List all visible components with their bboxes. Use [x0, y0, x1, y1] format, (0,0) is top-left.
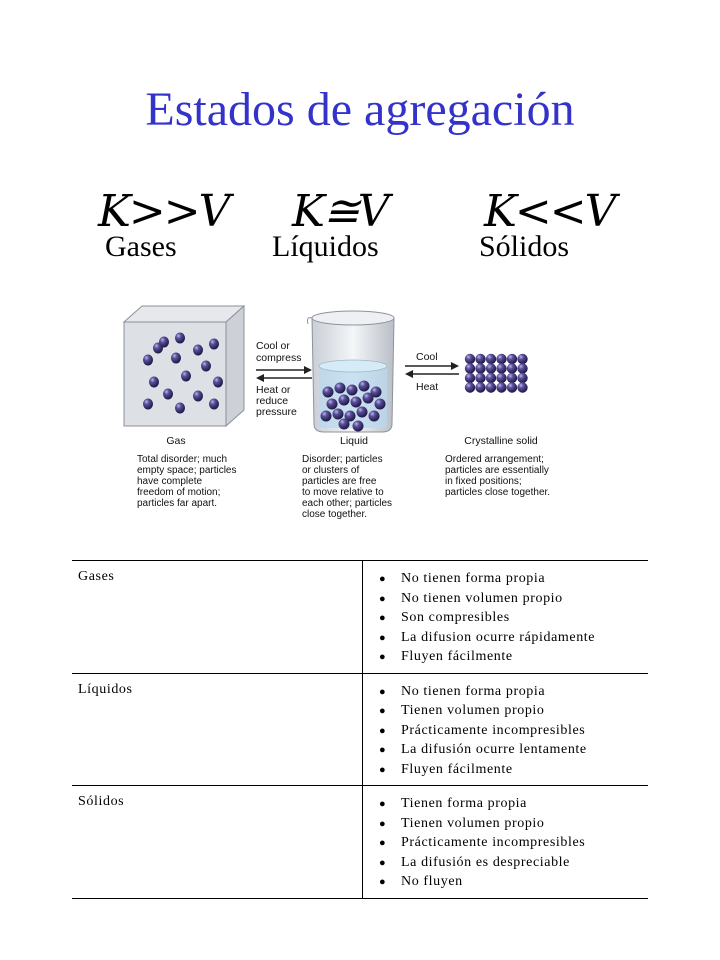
- formula-solids: K<<V: [484, 186, 615, 237]
- bullet-icon: ●: [379, 612, 387, 624]
- particle: [517, 373, 527, 383]
- liquid-desc-line: close together.: [302, 509, 368, 520]
- particle: [465, 373, 475, 383]
- particle: [496, 363, 506, 373]
- bullet-icon: ●: [379, 705, 387, 717]
- bullet-icon: ●: [379, 573, 387, 585]
- properties-cell: [363, 786, 649, 899]
- particle: [181, 371, 191, 382]
- list-item: [379, 682, 642, 702]
- liquid-desc-line: each other; particles: [302, 498, 393, 509]
- particle: [496, 373, 506, 383]
- property-text: Tienen forma propia: [401, 796, 527, 811]
- particle: [333, 409, 344, 420]
- particle: [339, 395, 350, 406]
- gas-desc-line: freedom of motion;: [137, 487, 221, 498]
- particle: [507, 382, 517, 392]
- particle: [517, 354, 527, 364]
- particle: [143, 355, 153, 366]
- property-text: La difusion ocurre rápidamente: [401, 629, 596, 645]
- particle: [327, 399, 338, 410]
- arrow-left-bottom-line1: Heat or: [256, 384, 291, 396]
- state-name-cell: Líquidos: [72, 673, 363, 786]
- states-diagram: [118, 300, 568, 532]
- particle: [507, 373, 517, 383]
- property-text: La difusión ocurre lentamente: [401, 742, 587, 757]
- particle: [517, 382, 527, 392]
- bullet-icon: ●: [379, 856, 387, 869]
- bullet-icon: ●: [379, 744, 387, 756]
- list-item: [379, 589, 642, 609]
- gas-desc-line: particles far apart.: [137, 498, 218, 509]
- list-item: [379, 872, 642, 892]
- list-item: [379, 647, 642, 667]
- particle: [486, 373, 496, 383]
- particle: [465, 382, 475, 392]
- table-row: [72, 561, 648, 674]
- particle: [209, 339, 219, 350]
- arrow-left-bottom-line3: pressure: [256, 406, 297, 418]
- bullet-icon: ●: [379, 685, 387, 698]
- list-item: [379, 794, 642, 814]
- liquid-desc-line: or clusters of: [302, 465, 360, 476]
- particle: [175, 403, 185, 414]
- list-item: [379, 740, 642, 760]
- particle: [357, 407, 368, 418]
- gas-desc-line: empty space; particles: [137, 465, 237, 476]
- property-text: No tienen volumen propio: [401, 590, 563, 606]
- gas-description: [137, 454, 237, 509]
- page-title: Estados de agregación: [145, 83, 575, 136]
- property-text: No tienen forma propia: [401, 571, 546, 586]
- list-item: [379, 760, 642, 780]
- properties-list: [369, 794, 642, 892]
- table-row: [72, 786, 648, 899]
- list-item: [379, 701, 642, 721]
- bullet-icon: ●: [379, 631, 387, 644]
- particle: [496, 354, 506, 364]
- particle: [507, 363, 517, 373]
- solid-particles: [465, 354, 528, 393]
- list-item: [379, 833, 642, 853]
- property-text: Tienen volumen propio: [401, 815, 545, 831]
- solid-label: Crystalline solid: [464, 435, 538, 447]
- liquid-desc-line: Disorder; particles: [302, 454, 383, 465]
- gas-desc-line: have complete: [137, 476, 203, 487]
- liquid-description: [302, 454, 392, 520]
- bullet-icon: ●: [379, 592, 387, 605]
- particle: [209, 399, 219, 410]
- property-text: Son compresibles: [401, 610, 510, 625]
- solid-desc-line: particles close together.: [445, 487, 551, 498]
- particle: [335, 383, 346, 394]
- liquid-desc-line: particles are free: [302, 476, 377, 487]
- properties-cell: [363, 561, 649, 674]
- particle: [475, 354, 485, 364]
- solid-desc-line: particles are essentially: [445, 465, 549, 476]
- particle: [517, 363, 527, 373]
- properties-list: [369, 569, 642, 667]
- list-item: [379, 721, 642, 741]
- particle: [347, 385, 358, 396]
- particle: [363, 393, 374, 404]
- solid-desc-line: in fixed positions;: [445, 476, 522, 487]
- particle: [213, 377, 223, 388]
- particle: [465, 363, 475, 373]
- particle: [369, 411, 380, 422]
- list-item: [379, 628, 642, 648]
- particle: [465, 354, 475, 364]
- particle: [475, 373, 485, 383]
- label-liquids: Líquidos: [272, 230, 379, 263]
- list-item: [379, 853, 642, 873]
- particle: [175, 333, 185, 344]
- particle: [163, 389, 173, 400]
- particle: [143, 399, 153, 410]
- arrow-left-top-line1: Cool or: [256, 340, 290, 352]
- bullet-icon: ●: [379, 876, 387, 888]
- particle: [359, 381, 370, 392]
- particle: [149, 377, 159, 388]
- bullet-icon: ●: [379, 798, 387, 810]
- particle: [475, 382, 485, 392]
- bullet-icon: ●: [379, 651, 387, 663]
- arrows-gas-liquid: [256, 366, 312, 382]
- formula-gases: K>>V: [98, 186, 229, 237]
- particle: [321, 411, 332, 422]
- particle: [475, 363, 485, 373]
- property-text: Tienen volumen propio: [401, 703, 545, 718]
- liquid-label: Liquid: [339, 435, 369, 447]
- property-text: Fluyen fácilmente: [401, 761, 513, 777]
- property-text: No fluyen: [401, 874, 463, 889]
- label-solids: Sólidos: [479, 230, 570, 263]
- arrow-right-top: Cool: [416, 351, 438, 363]
- property-text: La difusión es despreciable: [401, 854, 570, 870]
- particle: [496, 382, 506, 392]
- bullet-icon: ●: [379, 837, 387, 849]
- liquid-desc-line: to move relative to: [302, 487, 384, 498]
- property-text: No tienen forma propia: [401, 683, 546, 699]
- arrow-left-top-line2: compress: [256, 352, 302, 364]
- gas-label: Gas: [166, 435, 186, 447]
- particle: [486, 354, 496, 364]
- particle: [323, 387, 334, 398]
- solid-description: [445, 454, 550, 498]
- particle: [486, 382, 496, 392]
- solid-desc-line: Ordered arrangement;: [445, 454, 544, 465]
- particle: [351, 397, 362, 408]
- particle: [353, 421, 364, 432]
- list-item: [379, 569, 642, 589]
- state-name-cell: Sólidos: [72, 786, 363, 899]
- bullet-icon: ●: [379, 763, 387, 776]
- arrows-liquid-solid: [405, 362, 459, 378]
- particle: [193, 391, 203, 402]
- properties-table: [72, 560, 648, 899]
- table-row: [72, 673, 648, 786]
- particle: [375, 399, 386, 410]
- arrow-left-bottom-line2: reduce: [256, 395, 289, 407]
- arrow-right-bottom: Heat: [416, 381, 439, 393]
- label-gases: Gases: [105, 230, 177, 263]
- list-item: [379, 814, 642, 834]
- particle: [339, 419, 350, 430]
- property-text: Prácticamente incompresibles: [401, 835, 586, 850]
- state-name-cell: Gases: [72, 561, 363, 674]
- particle: [507, 354, 517, 364]
- bullet-icon: ●: [379, 724, 387, 737]
- particle: [201, 361, 211, 372]
- particle: [171, 353, 181, 364]
- particle: [159, 337, 169, 348]
- properties-list: [369, 682, 642, 780]
- property-text: Prácticamente incompresibles: [401, 722, 586, 738]
- list-item: [379, 608, 642, 628]
- particle: [486, 363, 496, 373]
- particle: [193, 345, 203, 356]
- formula-liquids: K≅V: [292, 186, 388, 237]
- gas-desc-line: Total disorder; much: [137, 454, 228, 465]
- properties-cell: [363, 673, 649, 786]
- bullet-icon: ●: [379, 817, 387, 830]
- property-text: Fluyen fácilmente: [401, 649, 513, 664]
